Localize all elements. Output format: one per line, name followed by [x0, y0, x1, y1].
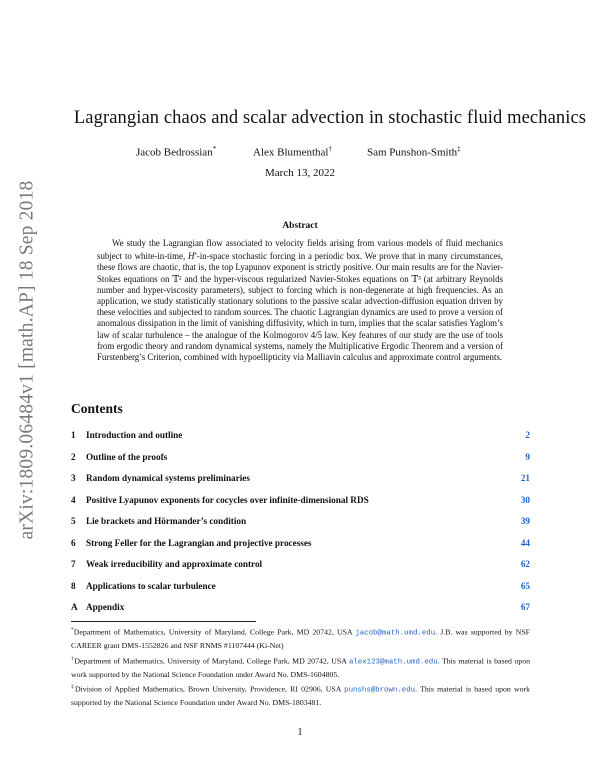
abstract-sobolev-h: H — [187, 251, 195, 262]
author-1-name: Jacob Bedrossian — [136, 146, 213, 159]
author-2-name: Alex Blumenthal — [253, 146, 329, 159]
toc-entry-page-link[interactable]: 65 — [520, 580, 530, 591]
abstract-heading: Abstract — [282, 221, 318, 231]
toc-entry[interactable] — [71, 581, 530, 603]
toc-entry[interactable] — [71, 473, 530, 495]
toc-entry-page-link[interactable]: 2 — [525, 430, 530, 440]
footnote-3-text-after: . This material is based upon work supported by the National Science Foundation under Award No. DMS-1803481. — [71, 684, 531, 708]
toc-entry-title[interactable]: Lie brackets and Hörmander’s condition — [86, 516, 247, 526]
toc-entry-title[interactable]: Weak irreducibility and approximate control — [86, 559, 263, 569]
footnote-1 — [71, 625, 530, 652]
author-3-name: Sam Punshon-Smith — [367, 146, 458, 159]
toc-entry-page-link[interactable]: 62 — [520, 559, 530, 569]
arxiv-identifier-stamp — [12, 180, 42, 540]
footnote-2-email-link[interactable]: alex123@math.umd.edu — [348, 658, 438, 667]
toc-entry-number: 1 — [71, 430, 76, 440]
toc-entry-title[interactable]: Introduction and outline — [86, 430, 183, 440]
abstract-text-1: We study the Lagrangian flow associated to velocity fields arising from various models of fluid mechanics subject to white-in-time, — [97, 238, 503, 262]
toc-entry-number: 5 — [71, 516, 76, 526]
abstract-text-2: -in-space stochastic forcing in a periodic box. We prove that in many circumstances, these flows are chaotic, that is, the top Lyapunov exponent is strictly positive. Our main results are for the Navier-Stokes equations on — [97, 251, 503, 284]
toc-entry-page-link[interactable]: 30 — [520, 494, 530, 505]
toc-entry[interactable] — [71, 559, 530, 581]
abstract-sobolev-s: s — [194, 251, 197, 258]
toc-entry-page-link[interactable]: 39 — [520, 516, 530, 526]
toc-entry[interactable] — [71, 516, 530, 538]
footnote-3-mark: ‡ — [71, 684, 75, 691]
abstract-text-4: (at arbitrary Reynolds number and hyper-viscosity parameters), subject to forcing which is non-degenerate at high frequencies. As an application, we study statistically stationary solutions to the passive scalar advection-diffusion equation driven by these velocities and subjected to random sources. The chaotic Lagrangian dynamics are used to prove a version of anomalous dissipation in the limit of vanishing diffusivity, which in turn, implies that the scalar satisfies Yaglom’s law of scalar turbulence – the analogue of the Kolmogorov 4/5 law. Key features of our study are the use of tools from ergodic theory and random dynamical systems, namely the Multiplicative Ergodic Theorem and a version of Furstenberg’s Criterion, combined with hypoellipticity via Malliavin calculus and approximate control arguments. — [97, 273, 503, 362]
toc-entry-page-link[interactable]: 67 — [520, 602, 530, 612]
toc-entry-title[interactable]: Positive Lyapunov exponents for cocycles over infinite-dimensional RDS — [86, 494, 369, 505]
footnote-2 — [71, 654, 530, 681]
footnote-1-text-after: . J.B. was supported by NSF CAREER grant DMS-1552826 and NSF RNMS #1107444 (Ki-Net) — [71, 627, 530, 651]
abstract-torus-2: 𝕋² — [172, 273, 182, 284]
footnote-2-text: Department of Mathematics, University of Maryland, College Park, MD 20742, USA — [74, 656, 349, 666]
author-list — [0, 145, 600, 161]
toc-entry-number: A — [71, 602, 78, 612]
toc-entry[interactable] — [71, 538, 530, 560]
table-of-contents — [71, 430, 530, 624]
toc-entry-title[interactable]: Applications to scalar turbulence — [86, 580, 216, 591]
footnote-3-text: Division of Applied Mathematics, Brown University, Providence, RI 02906, USA — [75, 684, 345, 694]
toc-entry-page-link[interactable]: 21 — [520, 473, 530, 483]
author-3 — [367, 145, 461, 159]
paper-title: Lagrangian chaos and scalar advection in stochastic fluid mechanics — [73, 108, 587, 128]
toc-entry-title[interactable]: Random dynamical systems preliminaries — [86, 473, 250, 483]
toc-entry-title[interactable]: Outline of the proofs — [86, 451, 168, 462]
toc-entry-number: 6 — [71, 537, 76, 548]
contents-heading: Contents — [71, 401, 123, 416]
toc-entry-number: 7 — [71, 559, 76, 569]
toc-entry-page-link[interactable]: 9 — [525, 451, 530, 462]
abstract-body — [97, 238, 503, 363]
footnote-2-mark: † — [71, 655, 75, 662]
footnote-divider — [71, 621, 256, 622]
author-3-mark: ‡ — [457, 145, 461, 153]
abstract-text-3: and the hyper-viscous regularized Navier-Stokes equations on — [181, 273, 412, 284]
paper-date: March 13, 2022 — [265, 167, 335, 179]
footnote-3 — [71, 682, 530, 709]
footnote-3-email-link[interactable]: punshs@brown.edu — [344, 686, 416, 695]
footnotes — [71, 625, 530, 711]
footnote-2-text-after: . This material is based upon work supported by the National Science Foundation under Award No. DMS-1604805. — [71, 656, 531, 679]
toc-entry-number: 4 — [71, 494, 76, 505]
toc-entry-title[interactable]: Appendix — [86, 602, 125, 612]
author-2 — [253, 145, 332, 159]
footnote-1-text: Department of Mathematics, University of Maryland, College Park, MD 20742, USA — [73, 627, 356, 637]
arxiv-id-text: arXiv:1809.06484v1 [math.AP] 18 Sep 2018 — [16, 180, 38, 540]
author-1-mark: * — [212, 145, 217, 153]
toc-entry-page-link[interactable]: 44 — [520, 537, 530, 548]
abstract-torus-3: 𝕋³ — [411, 273, 421, 284]
footnote-1-email-link[interactable]: jacob@math.umd.edu — [355, 629, 436, 638]
toc-entry-title[interactable]: Strong Feller for the Lagrangian and projective processes — [86, 537, 312, 548]
author-1 — [136, 145, 216, 159]
footnote-1-mark: * — [71, 627, 74, 633]
toc-entry[interactable] — [71, 430, 530, 452]
page-number: 1 — [297, 727, 303, 738]
toc-entry[interactable] — [71, 495, 530, 517]
author-2-mark: † — [328, 145, 332, 153]
toc-entry-number: 2 — [71, 451, 76, 462]
toc-entry[interactable] — [71, 452, 530, 474]
toc-entry-number: 8 — [71, 580, 76, 591]
toc-entry-number: 3 — [71, 473, 76, 483]
